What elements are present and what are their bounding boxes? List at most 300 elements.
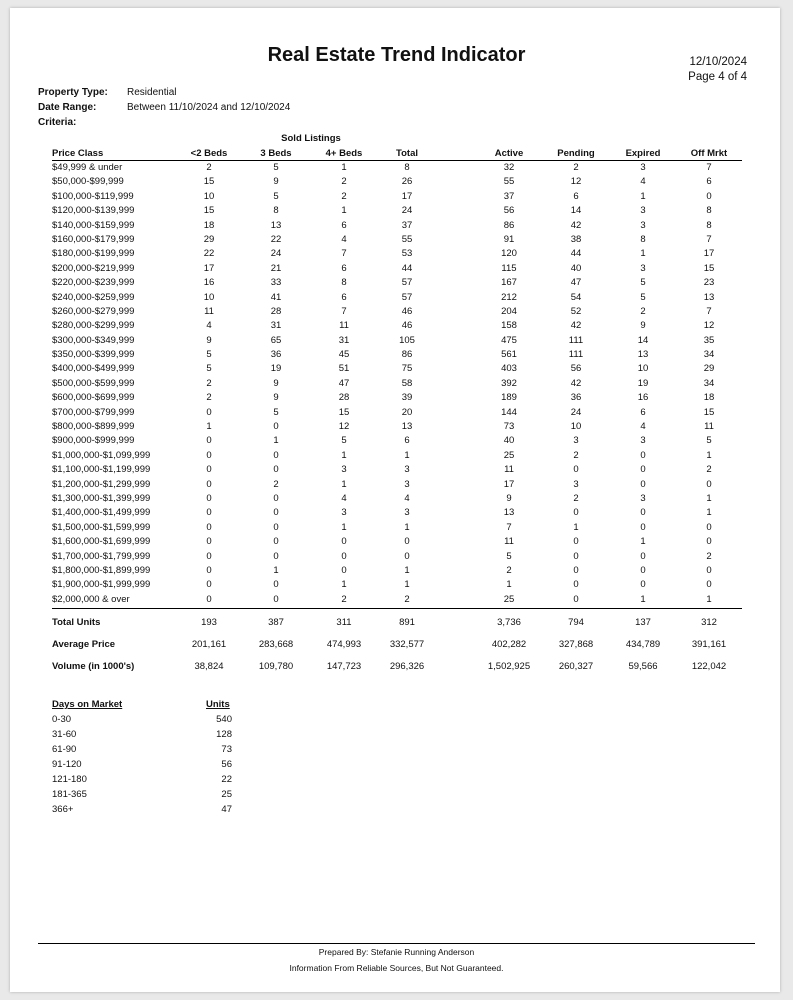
cell-3-beds: 0	[273, 521, 279, 533]
table-row	[52, 506, 742, 520]
cell-total: 3	[404, 478, 410, 490]
cell-off-market: 15	[703, 406, 715, 418]
cell-3-beds: 0	[273, 550, 279, 562]
cell-total: 1	[404, 579, 410, 591]
cell-4-plus-beds: 2	[341, 176, 347, 188]
cell-active: 91	[503, 233, 515, 245]
cell-pending: 42	[570, 320, 582, 332]
cell-4-plus-beds: 0	[341, 564, 347, 576]
cell-total: 1	[404, 521, 410, 533]
table-row	[52, 535, 742, 549]
cell-4-plus-beds: 4	[341, 492, 347, 504]
cell-active: 56	[503, 205, 515, 217]
cell-expired: 1	[640, 248, 646, 260]
cell-4-plus-beds: 2	[341, 593, 347, 605]
cell-pending: 3	[573, 435, 579, 447]
cell-price-class: $350,000-$399,999	[52, 349, 135, 361]
cell-total: 24	[401, 205, 413, 217]
cell-3-beds: 2	[273, 478, 279, 490]
cell-3-beds: 1	[273, 564, 279, 576]
cell-off-market: 0	[706, 521, 712, 533]
cell-4-plus-beds: 1	[341, 205, 347, 217]
cell-under-2-beds: 0	[206, 435, 212, 447]
days-range: 61-90	[52, 744, 77, 755]
cell-expired: 137	[635, 617, 651, 628]
cell-total: 26	[401, 176, 413, 188]
cell-price-class: $1,700,000-$1,799,999	[52, 550, 151, 562]
cell-4-plus-beds: 6	[341, 262, 347, 274]
cell-price-class: $2,000,000 & over	[52, 593, 130, 605]
cell-total: 37	[401, 219, 413, 231]
cell-pending: 12	[570, 176, 582, 188]
cell-total: 105	[399, 334, 415, 346]
cell-4-plus-beds: 1	[341, 449, 347, 461]
cell-4-plus-beds: 31	[338, 334, 350, 346]
cell-3-beds: 36	[270, 349, 282, 361]
cell-expired: 13	[637, 349, 649, 361]
cell-active: 17	[503, 478, 515, 490]
cell-off-market: 0	[706, 564, 712, 576]
cell-expired: 4	[640, 421, 646, 433]
cell-4-plus-beds: 5	[341, 435, 347, 447]
cell-under-2-beds: 22	[203, 248, 215, 260]
cell-expired: 434,789	[625, 639, 661, 650]
cell-4-plus-beds: 8	[341, 277, 347, 289]
cell-pending: 10	[570, 421, 582, 433]
summary-row	[52, 634, 742, 656]
cell-price-class: $500,000-$599,999	[52, 377, 135, 389]
cell-3-beds: 21	[270, 262, 282, 274]
cell-off-market: 391,161	[691, 639, 727, 650]
cell-price-class: $600,000-$699,999	[52, 392, 135, 404]
cell-price-class: $1,800,000-$1,899,999	[52, 564, 151, 576]
cell-4-plus-beds: 7	[341, 305, 347, 317]
table-bottom-rule	[52, 608, 742, 609]
cell-4-plus-beds: 474,993	[326, 639, 362, 650]
cell-3-beds: 283,668	[258, 639, 294, 650]
cell-under-2-beds: 1	[206, 421, 212, 433]
cell-total: 57	[401, 291, 413, 303]
cell-off-market: 8	[706, 205, 712, 217]
cell-4-plus-beds: 1	[341, 162, 347, 173]
cell-4-plus-beds: 6	[341, 291, 347, 303]
cell-active: 9	[506, 492, 512, 504]
cell-pending: 0	[573, 550, 579, 562]
cell-pending: 38	[570, 233, 582, 245]
cell-expired: 19	[637, 377, 649, 389]
cell-4-plus-beds: 0	[341, 550, 347, 562]
cell-4-plus-beds: 12	[338, 421, 350, 433]
days-range: 91-120	[52, 759, 82, 770]
table-row	[52, 434, 742, 448]
cell-total: 53	[401, 248, 413, 260]
days-on-market-row	[52, 802, 246, 817]
cell-off-market: 11	[704, 421, 714, 433]
cell-off-market: 1	[706, 507, 712, 519]
summary-row	[52, 656, 742, 678]
cell-expired: 3	[640, 262, 646, 274]
report-title: Real Estate Trend Indicator	[267, 44, 526, 66]
cell-price-class: $240,000-$259,999	[52, 291, 135, 303]
cell-3-beds: 0	[273, 492, 279, 504]
cell-off-market: 8	[706, 219, 712, 231]
cell-active: 25	[503, 593, 515, 605]
cell-price-class: Volume (in 1000's)	[52, 661, 135, 672]
days-units: 56	[221, 759, 232, 770]
cell-off-market: 23	[703, 277, 715, 289]
cell-active: 11	[504, 536, 514, 548]
cell-expired: 8	[640, 233, 646, 245]
table-row	[52, 550, 742, 564]
cell-pending: 42	[570, 219, 582, 231]
cell-off-market: 312	[701, 617, 717, 628]
cell-expired: 3	[640, 162, 646, 173]
cell-total: 58	[401, 377, 413, 389]
cell-pending: 1	[573, 521, 579, 533]
cell-4-plus-beds: 3	[341, 507, 347, 519]
cell-under-2-beds: 10	[203, 291, 215, 303]
days-units: 22	[221, 774, 232, 785]
cell-expired: 3	[640, 219, 646, 231]
cell-3-beds: 5	[273, 406, 279, 418]
cell-4-plus-beds: 3	[341, 464, 347, 476]
cell-off-market: 7	[706, 233, 712, 245]
cell-4-plus-beds: 1	[341, 521, 347, 533]
criteria-label: Criteria:	[38, 117, 77, 128]
cell-3-beds: 31	[270, 320, 282, 332]
table-row	[52, 463, 742, 477]
cell-active: 189	[501, 392, 517, 404]
cell-4-plus-beds: 51	[338, 363, 350, 375]
cell-expired: 6	[640, 406, 646, 418]
cell-4-plus-beds: 45	[338, 349, 350, 361]
cell-total: 57	[401, 277, 413, 289]
cell-price-class: $1,900,000-$1,999,999	[52, 579, 151, 591]
cell-price-class: $100,000-$119,999	[52, 190, 134, 202]
cell-total: 39	[401, 392, 413, 404]
cell-4-plus-beds: 1	[341, 579, 347, 591]
days-on-market-row	[52, 742, 246, 757]
header-3-beds: 3 Beds	[260, 148, 292, 159]
cell-price-class: $220,000-$239,999	[52, 277, 135, 289]
cell-3-beds: 5	[273, 190, 279, 202]
cell-price-class: $700,000-$799,999	[52, 406, 135, 418]
cell-total: 0	[404, 550, 410, 562]
summary-row	[52, 612, 742, 634]
cell-under-2-beds: 0	[206, 478, 212, 490]
cell-4-plus-beds: 0	[341, 536, 347, 548]
cell-pending: 54	[570, 291, 582, 303]
cell-price-class: $1,600,000-$1,699,999	[52, 536, 151, 548]
cell-active: 1,502,925	[487, 661, 531, 672]
table-row	[52, 305, 742, 319]
cell-off-market: 6	[706, 176, 712, 188]
days-units: 128	[216, 729, 232, 740]
cell-pending: 42	[570, 377, 582, 389]
cell-expired: 3	[640, 435, 646, 447]
cell-total: 46	[401, 320, 413, 332]
cell-4-plus-beds: 2	[341, 190, 347, 202]
cell-under-2-beds: 0	[206, 550, 212, 562]
cell-expired: 5	[640, 277, 646, 289]
cell-3-beds: 0	[273, 449, 279, 461]
cell-price-class: $120,000-$139,999	[52, 205, 135, 217]
cell-off-market: 2	[706, 550, 712, 562]
cell-active: 7	[506, 521, 512, 533]
cell-under-2-beds: 15	[203, 205, 215, 217]
cell-active: 402,282	[491, 639, 527, 650]
cell-pending: 3	[573, 478, 579, 490]
days-on-market-table	[52, 697, 246, 817]
cell-under-2-beds: 29	[203, 233, 215, 245]
cell-active: 167	[501, 277, 517, 289]
cell-price-class: $280,000-$299,999	[52, 320, 135, 332]
table-row	[52, 190, 742, 204]
cell-under-2-beds: 10	[203, 190, 215, 202]
cell-total: 6	[404, 435, 410, 447]
cell-active: 115	[501, 262, 517, 274]
cell-expired: 59,566	[628, 661, 658, 672]
days-on-market-row	[52, 727, 246, 742]
cell-active: 204	[501, 305, 517, 317]
table-row	[52, 478, 742, 492]
cell-active: 86	[503, 219, 515, 231]
cell-expired: 0	[640, 521, 646, 533]
cell-3-beds: 0	[273, 536, 279, 548]
cell-active: 1	[506, 579, 512, 591]
date-range-value: Between 11/10/2024 and 12/10/2024	[127, 102, 291, 113]
table-row	[52, 291, 742, 305]
cell-3-beds: 19	[270, 363, 282, 375]
cell-pending: 0	[573, 536, 579, 548]
cell-expired: 0	[640, 464, 646, 476]
table-row	[52, 262, 742, 276]
table-row	[52, 578, 742, 592]
cell-price-class: $1,400,000-$1,499,999	[52, 507, 151, 519]
cell-active: 11	[504, 464, 514, 476]
cell-price-class: $49,999 & under	[52, 162, 123, 173]
cell-total: 46	[401, 305, 413, 317]
cell-active: 5	[506, 550, 512, 562]
cell-4-plus-beds: 15	[338, 406, 350, 418]
cell-pending: 111	[568, 349, 584, 361]
cell-under-2-beds: 15	[203, 176, 215, 188]
cell-price-class: $900,000-$999,999	[52, 435, 135, 447]
header-expired: Expired	[625, 148, 661, 159]
cell-under-2-beds: 38,824	[194, 661, 224, 672]
header-under-2-beds: <2 Beds	[190, 148, 228, 159]
cell-expired: 3	[640, 205, 646, 217]
cell-pending: 0	[573, 507, 579, 519]
cell-off-market: 35	[703, 334, 715, 346]
table-row	[52, 319, 742, 333]
cell-3-beds: 9	[273, 176, 279, 188]
report-date: 12/10/2024	[689, 56, 747, 68]
days-range: 0-30	[52, 714, 72, 725]
cell-3-beds: 5	[273, 162, 279, 173]
cell-pending: 56	[570, 363, 582, 375]
cell-price-class: $180,000-$199,999	[52, 248, 135, 260]
property-type-value: Residential	[127, 87, 177, 98]
cell-under-2-beds: 2	[206, 162, 212, 173]
cell-under-2-beds: 18	[203, 219, 215, 231]
table-row	[52, 247, 742, 261]
days-range: 181-365	[52, 789, 87, 800]
cell-price-class: $1,300,000-$1,399,999	[52, 492, 151, 504]
cell-under-2-beds: 9	[206, 334, 212, 346]
cell-off-market: 122,042	[691, 661, 727, 672]
cell-active: 73	[503, 421, 515, 433]
cell-expired: 0	[640, 507, 646, 519]
cell-off-market: 0	[706, 536, 712, 548]
cell-3-beds: 24	[270, 248, 282, 260]
cell-total: 1	[404, 449, 410, 461]
cell-under-2-beds: 4	[206, 320, 212, 332]
table-row	[52, 204, 742, 218]
cell-active: 212	[501, 291, 517, 303]
cell-active: 37	[503, 190, 515, 202]
cell-3-beds: 0	[273, 464, 279, 476]
header-off-market: Off Mrkt	[690, 148, 728, 159]
days-range: 121-180	[52, 774, 87, 785]
cell-under-2-beds: 0	[206, 521, 212, 533]
days-units: 540	[216, 714, 232, 725]
table-row	[52, 348, 742, 362]
cell-under-2-beds: 0	[206, 464, 212, 476]
cell-pending: 0	[573, 564, 579, 576]
cell-3-beds: 0	[273, 421, 279, 433]
report-header-right	[688, 55, 747, 85]
cell-pending: 52	[570, 305, 582, 317]
cell-price-class: $1,200,000-$1,299,999	[52, 478, 151, 490]
cell-4-plus-beds: 11	[339, 320, 349, 332]
cell-pending: 47	[570, 277, 582, 289]
days-units: 25	[221, 789, 232, 800]
cell-total: 0	[404, 536, 410, 548]
cell-3-beds: 1	[273, 435, 279, 447]
cell-off-market: 34	[703, 349, 715, 361]
cell-3-beds: 387	[268, 617, 284, 628]
cell-active: 561	[501, 349, 517, 361]
cell-pending: 6	[573, 190, 579, 202]
cell-off-market: 18	[703, 392, 715, 404]
cell-price-class: $1,000,000-$1,099,999	[52, 449, 151, 461]
cell-active: 144	[501, 406, 517, 418]
cell-expired: 1	[640, 593, 646, 605]
cell-pending: 0	[573, 593, 579, 605]
cell-active: 3,736	[497, 617, 521, 628]
cell-3-beds: 22	[270, 233, 282, 245]
cell-3-beds: 13	[270, 219, 282, 231]
cell-3-beds: 109,780	[258, 661, 294, 672]
cell-off-market: 29	[703, 363, 715, 375]
cell-expired: 16	[637, 392, 649, 404]
cell-4-plus-beds: 6	[341, 219, 347, 231]
cell-3-beds: 9	[273, 377, 279, 389]
sold-listings-header: Sold Listings	[281, 133, 341, 144]
cell-4-plus-beds: 147,723	[326, 661, 362, 672]
days-on-market-header: Days on Market	[52, 699, 123, 710]
table-row	[52, 420, 742, 434]
cell-total: 891	[399, 617, 415, 628]
cell-active: 475	[501, 334, 517, 346]
table-row	[52, 175, 742, 189]
table-row	[52, 276, 742, 290]
cell-expired: 1	[640, 536, 646, 548]
cell-off-market: 5	[706, 435, 712, 447]
cell-expired: 4	[640, 176, 646, 188]
cell-expired: 10	[637, 363, 649, 375]
cell-expired: 2	[640, 305, 646, 317]
cell-total: 17	[401, 190, 413, 202]
cell-pending: 0	[573, 579, 579, 591]
cell-3-beds: 41	[270, 291, 282, 303]
cell-expired: 9	[640, 320, 646, 332]
cell-total: 13	[401, 421, 413, 433]
header-pending: Pending	[557, 148, 595, 159]
cell-total: 75	[401, 363, 413, 375]
cell-total: 3	[404, 464, 410, 476]
cell-4-plus-beds: 28	[338, 392, 350, 404]
table-row	[52, 521, 742, 535]
cell-price-class: Total Units	[52, 617, 101, 628]
header-active: Active	[494, 148, 524, 159]
cell-under-2-beds: 16	[203, 277, 215, 289]
cell-under-2-beds: 0	[206, 536, 212, 548]
cell-active: 2	[506, 564, 512, 576]
cell-active: 40	[503, 435, 515, 447]
cell-active: 392	[501, 377, 517, 389]
cell-price-class: $200,000-$219,999	[52, 262, 135, 274]
table-header-row	[52, 148, 742, 161]
cell-under-2-beds: 17	[203, 262, 215, 274]
cell-under-2-beds: 5	[206, 363, 212, 375]
table-row	[52, 233, 742, 247]
table-row	[52, 492, 742, 506]
cell-total: 4	[404, 492, 410, 504]
cell-pending: 327,868	[558, 639, 594, 650]
cell-off-market: 15	[703, 262, 715, 274]
cell-expired: 0	[640, 478, 646, 490]
cell-under-2-beds: 0	[206, 406, 212, 418]
cell-3-beds: 8	[273, 205, 279, 217]
cell-under-2-beds: 0	[206, 579, 212, 591]
table-row	[52, 391, 742, 405]
cell-off-market: 12	[703, 320, 715, 332]
property-type-label: Property Type:	[38, 87, 108, 98]
date-range-label: Date Range:	[38, 102, 97, 113]
cell-price-class: $1,500,000-$1,599,999	[52, 521, 151, 533]
cell-pending: 794	[568, 617, 584, 628]
cell-active: 403	[501, 363, 517, 375]
cell-expired: 0	[640, 579, 646, 591]
cell-under-2-beds: 0	[206, 507, 212, 519]
table-row	[52, 362, 742, 376]
cell-pending: 260,327	[558, 661, 594, 672]
cell-active: 25	[503, 449, 515, 461]
cell-under-2-beds: 0	[206, 593, 212, 605]
disclaimer: Information From Reliable Sources, But Not Guaranteed.	[289, 963, 504, 973]
cell-3-beds: 0	[273, 579, 279, 591]
cell-pending: 44	[570, 248, 582, 260]
cell-under-2-beds: 2	[206, 392, 212, 404]
cell-total: 2	[404, 593, 410, 605]
cell-active: 55	[503, 176, 515, 188]
units-header: Units	[206, 699, 230, 710]
cell-expired: 0	[640, 449, 646, 461]
cell-active: 158	[501, 320, 517, 332]
cell-off-market: 0	[706, 190, 712, 202]
